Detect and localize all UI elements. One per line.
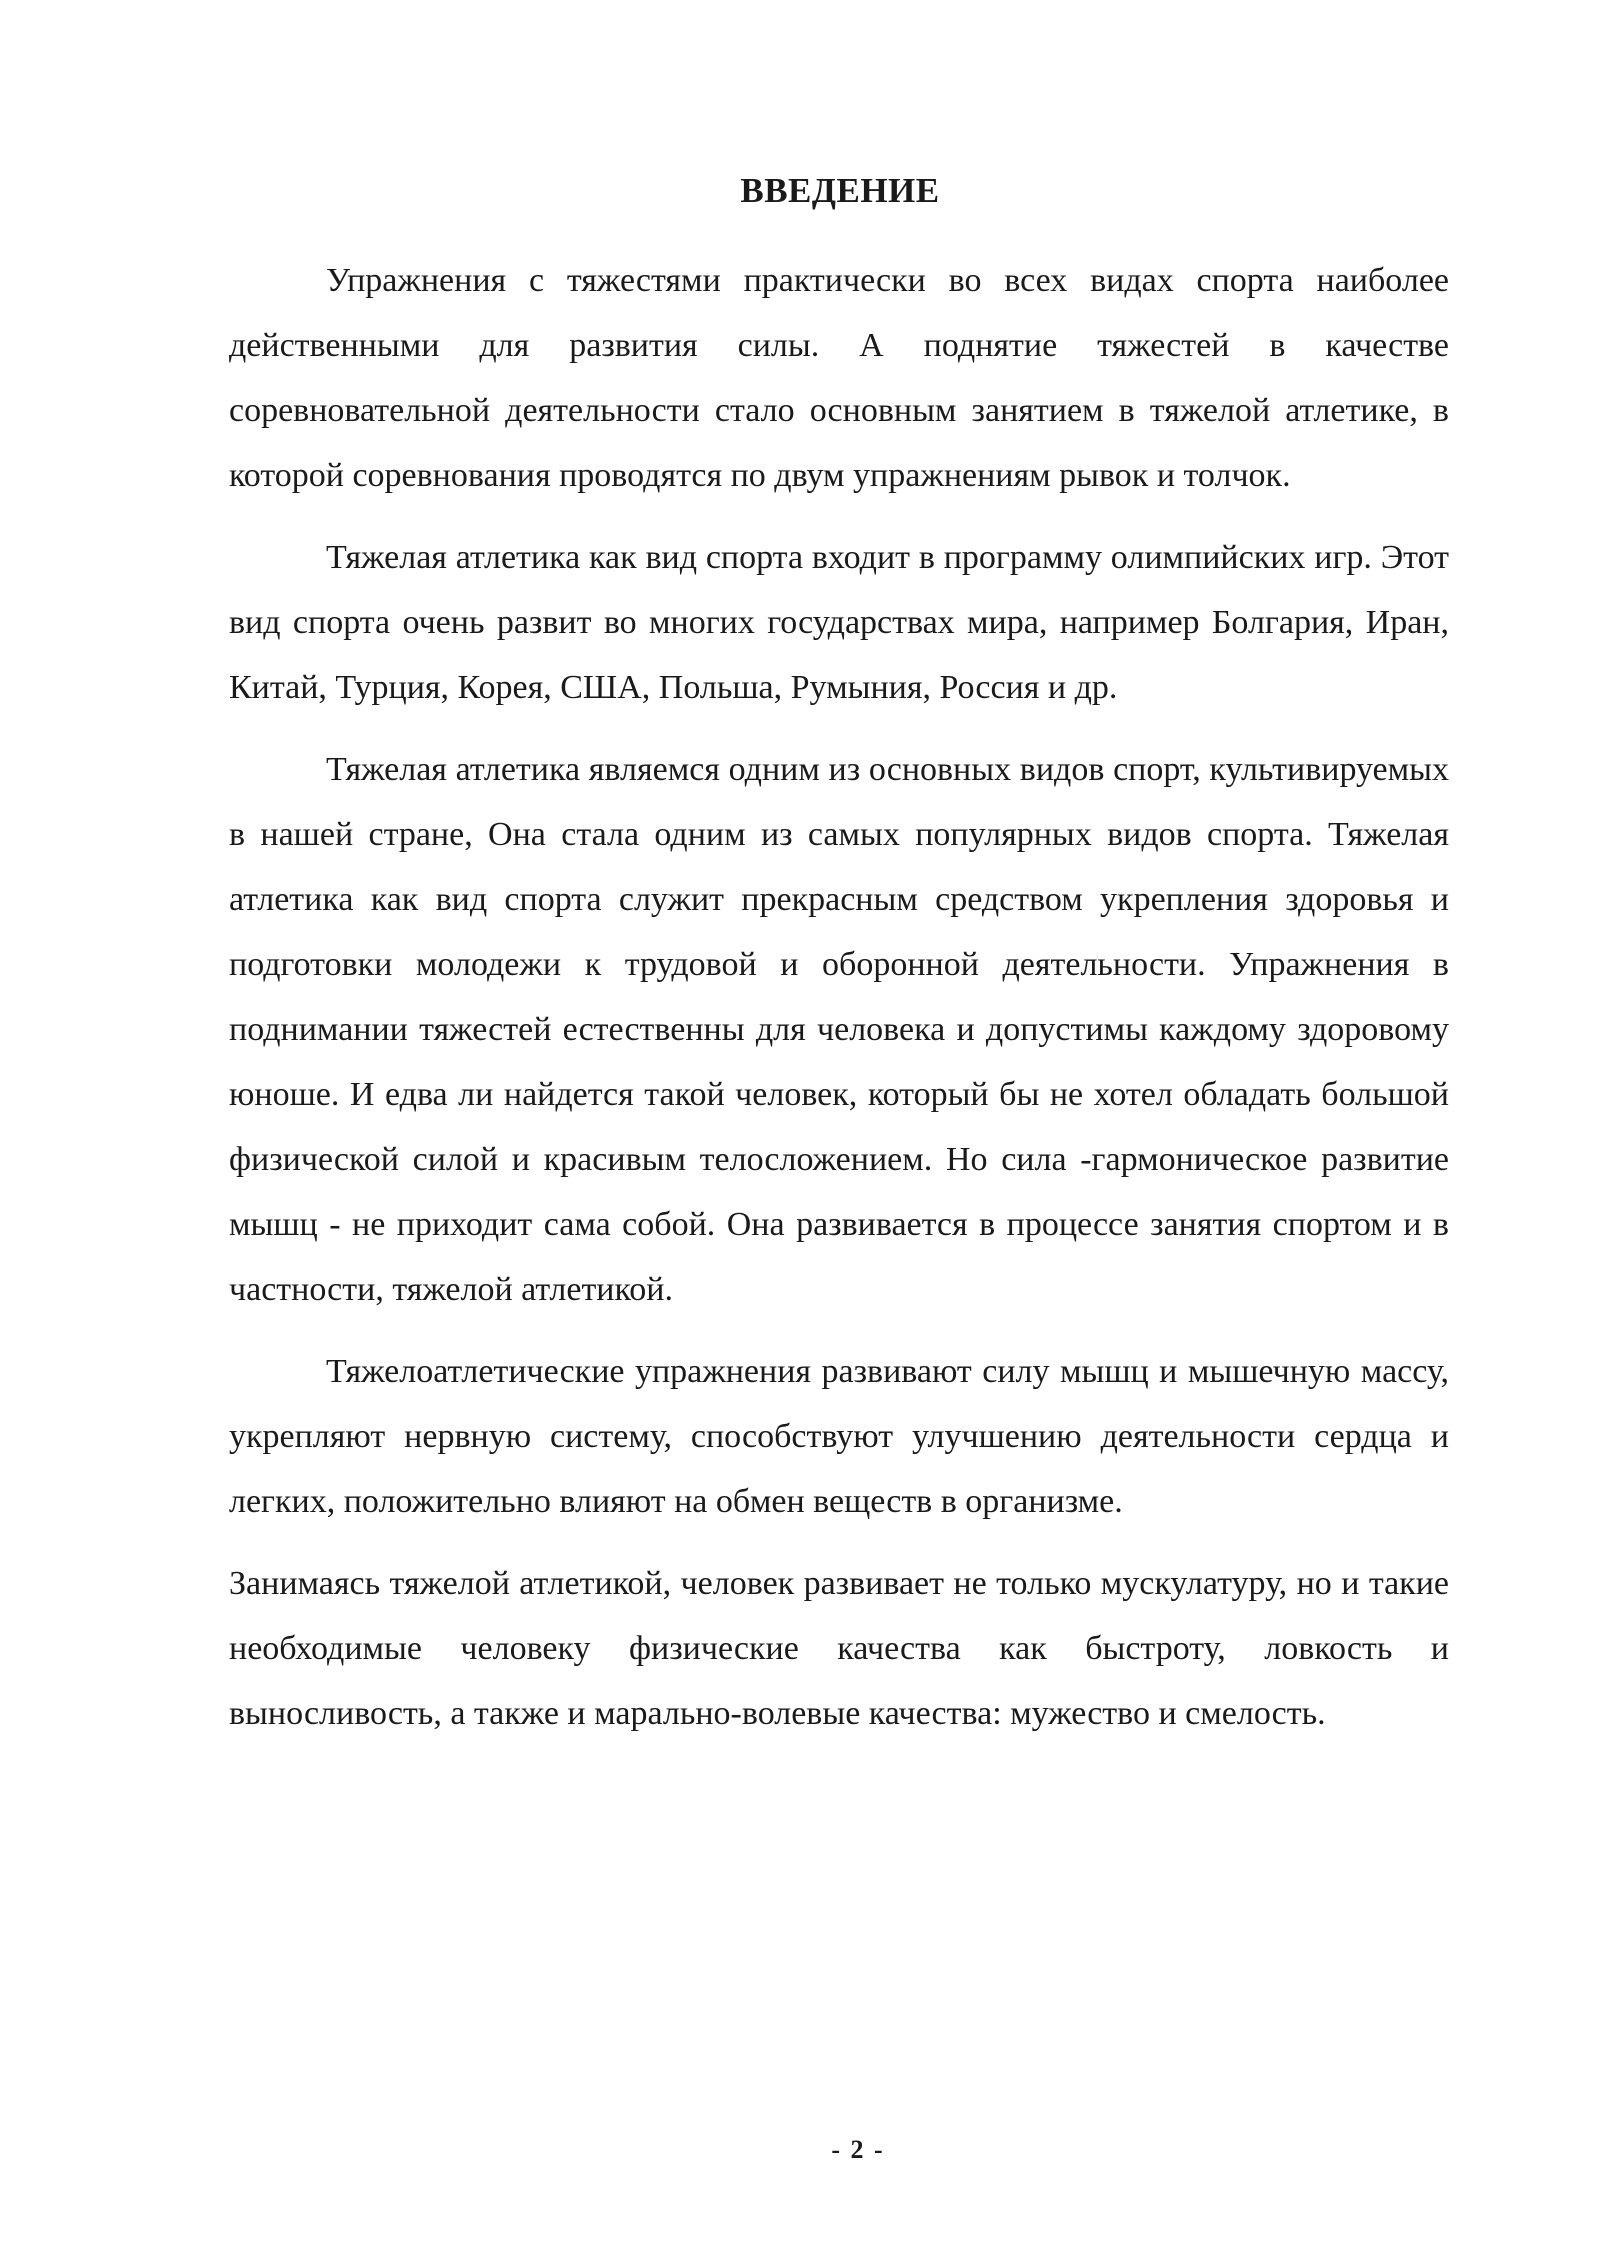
page-number: - 2 - [831,2135,885,2164]
paragraph-2: Тяжелая атлетика как вид спорта входит в программу олимпийских игр. Этот вид спорта очень развит во многих государствах мира, например Болгария, Иран, Китай, Турция, Корея, США, Польша, Румыния, Россия и др. [229,539,1449,706]
paragraph-5: Занимаясь тяжелой атлетикой, человек развивает не только мускулатуру, но и такие необходимые человеку физические качества как быстроту, ловкость и выносливость, а также и марально-волевые качества: мужество и смелость. [229,1565,1449,1732]
body-text [229,248,1449,1763]
paragraph-3: Тяжелая атлетика являемся одним из основных видов спорт, культивируемых в нашей стране, Она стала одним из самых популярных видов спорта. Тяжелая атлетика как вид спорта служит прекрасным средством укрепления здоровья и подготовки молодежи к трудовой и оборонной деятельности. Упражнения в поднимании тяжестей естественны для человека и допустимы каждому здоровому юноше. И едва ли найдется такой человек, который бы не хотел обладать большой физической силой и красивым телосложением. Но сила -гармоническое развитие мышц - не приходит сама собой. Она развивается в процессе занятия спортом и в частности, тяжелой атлетикой. [229,751,1449,1308]
paragraph-1: Упражнения с тяжестями практически во всех видах спорта наиболее действенными для развития силы. А поднятие тяжестей в качестве соревновательной деятельности стало основным занятием в тяжелой атлетике, в которой соревнования проводятся по двум упражнениям рывок и толчок. [229,262,1449,494]
paragraph-4: Тяжелоатлетические упражнения развивают силу мышц и мышечную массу, укрепляют нервную систему, способствуют улучшению деятельности сердца и легких, положительно влияют на обмен веществ в организме. [229,1353,1449,1520]
page-title: ВВЕДЕНИЕ [740,171,940,210]
